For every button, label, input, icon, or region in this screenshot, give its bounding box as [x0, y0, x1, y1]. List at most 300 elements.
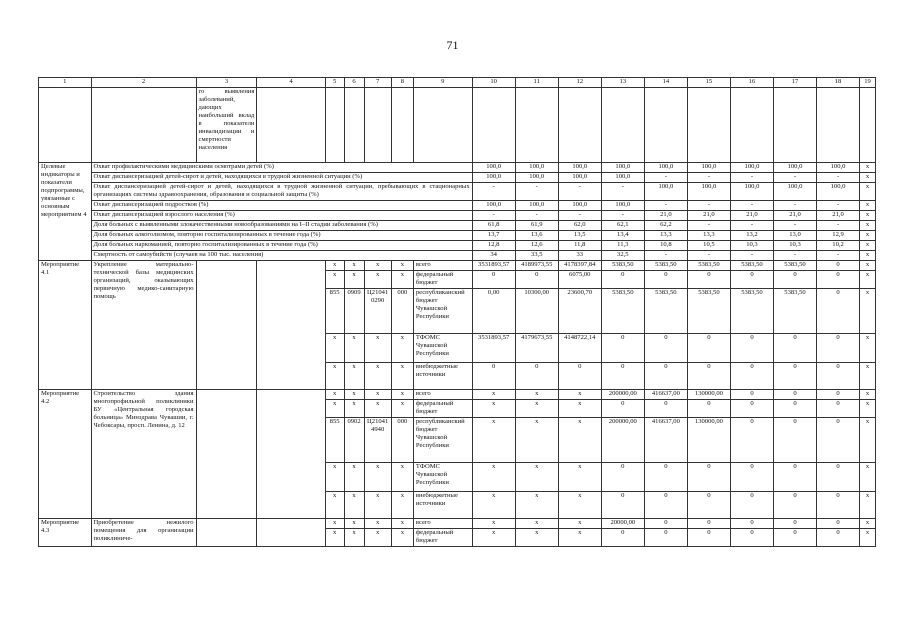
target-value: - [773, 221, 816, 231]
target-row [39, 231, 876, 241]
header-cell: 17 [773, 78, 816, 88]
target-value: 11,8 [558, 241, 601, 251]
funding-value: x [558, 400, 601, 418]
target-value: 100,0 [817, 183, 860, 201]
funding-value: x [472, 463, 515, 492]
funding-value: 5383,50 [687, 261, 730, 271]
funding-source: республиканский бюджет Чувашской Республики [413, 418, 472, 463]
target-value: - [730, 201, 773, 211]
funding-value: 4179673,55 [515, 334, 558, 363]
header-cell: 9 [413, 78, 472, 88]
target-x: x [860, 231, 876, 241]
target-value: - [558, 183, 601, 201]
funding-value: 0 [644, 363, 687, 390]
funding-value: x [515, 400, 558, 418]
budget-code: x [364, 400, 391, 418]
target-value: 100,0 [472, 163, 515, 173]
funding-value: 0 [730, 492, 773, 519]
funding-value: 0 [773, 529, 816, 547]
target-value: - [730, 221, 773, 231]
funding-value: 4178397,84 [558, 261, 601, 271]
measure-row [39, 519, 876, 529]
budget-code: x [325, 492, 344, 519]
target-row [39, 201, 876, 211]
target-value: 33 [558, 251, 601, 261]
funding-value: 0 [817, 400, 860, 418]
funding-value: 0 [817, 529, 860, 547]
funding-value: 0 [601, 400, 644, 418]
target-value: - [601, 183, 644, 201]
funding-source: федеральный бюджет [413, 271, 472, 289]
header-cell: 6 [344, 78, 364, 88]
budget-code: 000 [391, 289, 413, 334]
header-cell: 13 [601, 78, 644, 88]
target-value: 100,0 [773, 183, 816, 201]
header-cell: 11 [515, 78, 558, 88]
target-value: - [773, 173, 816, 183]
funding-value: 0 [773, 363, 816, 390]
target-value: 13,2 [730, 231, 773, 241]
header-cell: 10 [472, 78, 515, 88]
funding-value: 5383,50 [730, 289, 773, 334]
funding-source: всего [413, 390, 472, 400]
measure-name: Строительство здания многопрофильной поликлиники БУ «Центральная городская больница» Минздрава Чувашии, г. Чебоксары, просп. Ленина, д. 12 [91, 390, 196, 519]
funding-value: x [558, 519, 601, 529]
budget-code: 855 [325, 418, 344, 463]
target-value: 100,0 [558, 201, 601, 211]
target-value: 62,2 [644, 221, 687, 231]
target-value: 100,0 [515, 201, 558, 211]
funding-value: 0 [601, 492, 644, 519]
budget-code: x [344, 261, 364, 271]
funding-value: 0 [687, 519, 730, 529]
budget-code: x [344, 492, 364, 519]
target-value: 10,5 [687, 241, 730, 251]
funding-value: 0 [773, 519, 816, 529]
target-value: 13,7 [472, 231, 515, 241]
budget-code: x [364, 390, 391, 400]
budget-code: x [391, 400, 413, 418]
target-value: 100,0 [687, 163, 730, 173]
budget-code: x [344, 519, 364, 529]
target-value: 62,1 [601, 221, 644, 231]
budget-code: x [344, 363, 364, 390]
header-cell: 7 [364, 78, 391, 88]
target-value: 10,3 [773, 241, 816, 251]
budget-code: x [391, 529, 413, 547]
funding-value: 20000,00 [601, 519, 644, 529]
target-x: x [860, 241, 876, 251]
funding-value: 0 [730, 390, 773, 400]
header-cell: 3 [196, 78, 257, 88]
funding-value: x [558, 418, 601, 463]
budget-code: x [344, 529, 364, 547]
target-value: 13,3 [687, 231, 730, 241]
funding-value: 0 [817, 271, 860, 289]
funding-value: x [472, 390, 515, 400]
funding-value: x [472, 529, 515, 547]
budget-code: x [325, 363, 344, 390]
target-value: 21,0 [773, 211, 816, 221]
funding-value: 3531893,57 [472, 261, 515, 271]
target-value: 10,8 [644, 241, 687, 251]
measure-row [39, 390, 876, 400]
funding-value: 4189973,55 [515, 261, 558, 271]
target-value: 10,2 [817, 241, 860, 251]
budget-code: x [391, 492, 413, 519]
budget-code: x [391, 363, 413, 390]
target-value: 61,9 [515, 221, 558, 231]
budget-code: x [364, 519, 391, 529]
measure-label: Мероприятие 4.1 [39, 261, 92, 390]
target-x: x [860, 251, 876, 261]
funding-value: 0 [601, 363, 644, 390]
budget-code: x [364, 529, 391, 547]
budget-code: x [344, 463, 364, 492]
target-value: - [687, 201, 730, 211]
budget-code: x [325, 519, 344, 529]
funding-value: x [515, 463, 558, 492]
funding-value: 10300,00 [515, 289, 558, 334]
header-cell: 8 [391, 78, 413, 88]
target-value: - [472, 211, 515, 221]
funding-value: 200000,00 [601, 390, 644, 400]
funding-source: республиканский бюджет Чувашской Республики [413, 289, 472, 334]
funding-value: 0 [644, 334, 687, 363]
funding-value: 0 [730, 400, 773, 418]
measure-row [39, 261, 876, 271]
target-value: 100,0 [515, 163, 558, 173]
target-value: - [687, 251, 730, 261]
target-value: 62,0 [558, 221, 601, 231]
budget-code: x [325, 463, 344, 492]
budget-code: x [325, 400, 344, 418]
target-value: 34 [472, 251, 515, 261]
funding-source: всего [413, 261, 472, 271]
target-value: 100,0 [601, 163, 644, 173]
target-row [39, 183, 876, 201]
budget-code: x [364, 261, 391, 271]
target-value: 11,3 [601, 241, 644, 251]
target-value: 21,0 [687, 211, 730, 221]
target-value: 33,5 [515, 251, 558, 261]
target-value: 32,5 [601, 251, 644, 261]
program-table [38, 77, 876, 547]
target-value: - [817, 251, 860, 261]
target-value: - [773, 251, 816, 261]
target-value: 21,0 [817, 211, 860, 221]
budget-code: 855 [325, 289, 344, 334]
funding-value: 416637,00 [644, 390, 687, 400]
funding-value: 0 [687, 363, 730, 390]
budget-code: x [391, 390, 413, 400]
page-number: 71 [446, 38, 459, 52]
measure-name: Приобретение нежилого помещения для организации поликлиниче- [91, 519, 196, 547]
target-value: 100,0 [687, 183, 730, 201]
funding-value: x [515, 418, 558, 463]
funding-value: x [558, 390, 601, 400]
funding-source: внебюджетные источники [413, 363, 472, 390]
target-value: 13,3 [644, 231, 687, 241]
target-value: 13,4 [601, 231, 644, 241]
funding-value: 0 [730, 363, 773, 390]
funding-x: x [860, 519, 876, 529]
funding-value: 0 [601, 271, 644, 289]
funding-value: 0 [472, 363, 515, 390]
funding-x: x [860, 334, 876, 363]
target-value: 12,8 [472, 241, 515, 251]
budget-code: x [325, 261, 344, 271]
budget-code: x [364, 271, 391, 289]
budget-code: x [391, 519, 413, 529]
target-x: x [860, 173, 876, 183]
funding-value: 0 [817, 334, 860, 363]
budget-code: x [344, 334, 364, 363]
target-row [39, 211, 876, 221]
funding-value: 0 [644, 492, 687, 519]
funding-value: 0 [817, 492, 860, 519]
funding-value: 0 [687, 400, 730, 418]
funding-value: 416637,00 [644, 418, 687, 463]
funding-value: 5383,50 [644, 289, 687, 334]
target-x: x [860, 221, 876, 231]
target-value: 12,6 [515, 241, 558, 251]
budget-code: x [325, 271, 344, 289]
budget-code: x [344, 400, 364, 418]
target-name: Охват диспансеризацией взрослого населения (%) [91, 211, 472, 221]
target-value: - [472, 183, 515, 201]
target-row [39, 241, 876, 251]
header-row [39, 78, 876, 88]
target-name: Смертность от самоубийств (случаев на 100 тыс. населения) [91, 251, 472, 261]
funding-value: 3531893,57 [472, 334, 515, 363]
target-value: - [730, 173, 773, 183]
header-cell: 2 [91, 78, 196, 88]
target-value: 100,0 [515, 173, 558, 183]
funding-x: x [860, 400, 876, 418]
funding-value: 0 [687, 334, 730, 363]
target-value: - [817, 201, 860, 211]
target-value: - [558, 211, 601, 221]
budget-code: x [391, 463, 413, 492]
funding-value: 0 [515, 363, 558, 390]
budget-code: x [391, 334, 413, 363]
funding-value: 6075,00 [558, 271, 601, 289]
header-cell: 14 [644, 78, 687, 88]
funding-value: 23600,70 [558, 289, 601, 334]
funding-value: 0 [644, 519, 687, 529]
target-value: 13,6 [515, 231, 558, 241]
target-value: - [515, 183, 558, 201]
funding-source: всего [413, 519, 472, 529]
target-value: 13,5 [558, 231, 601, 241]
target-value: 100,0 [601, 173, 644, 183]
funding-value: 0 [773, 271, 816, 289]
target-value: 12,9 [817, 231, 860, 241]
funding-x: x [860, 492, 876, 519]
target-value: - [601, 211, 644, 221]
funding-value: 0 [730, 271, 773, 289]
header-cell: 18 [817, 78, 860, 88]
funding-value: 0 [644, 400, 687, 418]
funding-x: x [860, 289, 876, 334]
target-name: Охват профилактическими медицинскими осмотрами детей (%) [91, 163, 472, 173]
header-cell: 16 [730, 78, 773, 88]
budget-code: x [344, 271, 364, 289]
funding-source: ТФОМС Чувашской Республики [413, 463, 472, 492]
target-name: Охват диспансеризацией детей-сирот и детей, находящихся в трудной жизненной ситуации, пребывающих в стационарных организациях системы здравоохранения, образования и социальной защиты (%) [91, 183, 472, 201]
measure-name: Укрепление материально-технической базы медицинских организаций, оказывающих первичную медико-санитарную помощь [91, 261, 196, 390]
funding-value: 0 [773, 400, 816, 418]
funding-value: 0 [817, 363, 860, 390]
funding-value: x [472, 492, 515, 519]
funding-value: 0 [773, 418, 816, 463]
target-value: 100,0 [730, 183, 773, 201]
target-value: 13,0 [773, 231, 816, 241]
funding-x: x [860, 271, 876, 289]
target-value: 100,0 [472, 201, 515, 211]
funding-value: 0 [515, 271, 558, 289]
header-cell: 15 [687, 78, 730, 88]
funding-value: 0 [687, 463, 730, 492]
funding-value: 0 [687, 529, 730, 547]
funding-value: 0 [817, 418, 860, 463]
target-value: - [644, 251, 687, 261]
funding-value: 0 [730, 463, 773, 492]
budget-code: x [391, 271, 413, 289]
target-x: x [860, 201, 876, 211]
budget-code: 000 [391, 418, 413, 463]
funding-source: внебюджетные источники [413, 492, 472, 519]
target-name: Доля больных наркоманией, повторно госпитализированных в течение года (%) [91, 241, 472, 251]
target-row [39, 173, 876, 183]
funding-value: 0 [687, 492, 730, 519]
budget-code: x [325, 334, 344, 363]
budget-code: x [325, 529, 344, 547]
continuation-text: го выявления заболеваний, дающих наибольший вклад в показатели инвалидизации и смертности населения [196, 88, 257, 163]
funding-x: x [860, 261, 876, 271]
funding-value: 0 [601, 463, 644, 492]
target-value: 100,0 [773, 163, 816, 173]
budget-code: x [364, 363, 391, 390]
funding-value: 0 [730, 519, 773, 529]
funding-value: 130000,00 [687, 418, 730, 463]
header-cell: 5 [325, 78, 344, 88]
funding-value: 0 [773, 463, 816, 492]
budget-code: Ц210410290 [364, 289, 391, 334]
funding-value: 0 [644, 271, 687, 289]
funding-value: 130000,00 [687, 390, 730, 400]
header-cell: 19 [860, 78, 876, 88]
funding-value: x [472, 418, 515, 463]
funding-value: 5383,50 [601, 261, 644, 271]
targets-label: Целевые индикаторы и показатели подпрограммы, увязанные с основным мероприятием 4 [39, 163, 92, 261]
budget-code: x [325, 390, 344, 400]
funding-value: 0 [817, 463, 860, 492]
budget-code: x [364, 463, 391, 492]
measure-label: Мероприятие 4.3 [39, 519, 92, 547]
funding-value: 0 [472, 271, 515, 289]
target-value: - [687, 173, 730, 183]
target-row [39, 251, 876, 261]
target-value: - [817, 173, 860, 183]
funding-value: 0 [730, 418, 773, 463]
target-name: Доля больных алкоголизмом, повторно госпитализированных в течение года (%) [91, 231, 472, 241]
target-value: 100,0 [644, 183, 687, 201]
funding-x: x [860, 418, 876, 463]
funding-value: x [558, 492, 601, 519]
target-value: - [644, 201, 687, 211]
funding-value: 0 [558, 363, 601, 390]
target-value: 21,0 [644, 211, 687, 221]
target-value: - [773, 201, 816, 211]
funding-value: 0 [817, 390, 860, 400]
funding-value: 5383,50 [644, 261, 687, 271]
funding-value: 0 [644, 529, 687, 547]
measure-label: Мероприятие 4.2 [39, 390, 92, 519]
target-x: x [860, 183, 876, 201]
budget-code: x [344, 390, 364, 400]
continuation-row [39, 88, 876, 163]
target-name: Охват диспансеризацией детей-сирот и детей, находящихся в трудной жизненной ситуации (%) [91, 173, 472, 183]
funding-value: x [558, 529, 601, 547]
target-name: Доля больных с выявленными злокачественными новообразованиями на I–II стадии заболевания (%) [91, 221, 472, 231]
funding-value: 5383,50 [601, 289, 644, 334]
funding-value: 5383,50 [730, 261, 773, 271]
target-value: 21,0 [730, 211, 773, 221]
target-value: 100,0 [472, 173, 515, 183]
funding-x: x [860, 463, 876, 492]
budget-code: Ц210414940 [364, 418, 391, 463]
funding-source: ТФОМС Чувашской Республики [413, 334, 472, 363]
funding-value: x [515, 492, 558, 519]
funding-value: x [515, 519, 558, 529]
budget-code: x [364, 492, 391, 519]
funding-value: 0 [687, 271, 730, 289]
budget-code: 0902 [344, 418, 364, 463]
funding-value: 0 [773, 334, 816, 363]
funding-value: x [515, 390, 558, 400]
funding-value: 5383,50 [773, 261, 816, 271]
funding-x: x [860, 363, 876, 390]
target-value: - [515, 211, 558, 221]
target-value: 100,0 [558, 163, 601, 173]
funding-value: 5383,50 [687, 289, 730, 334]
target-value: 61,8 [472, 221, 515, 231]
funding-source: федеральный бюджет [413, 529, 472, 547]
funding-value: x [558, 463, 601, 492]
header-cell: 1 [39, 78, 92, 88]
funding-value: 0 [730, 529, 773, 547]
funding-value: 4148722,14 [558, 334, 601, 363]
header-cell: 12 [558, 78, 601, 88]
target-value: - [644, 173, 687, 183]
target-value: - [687, 221, 730, 231]
funding-value: 0 [773, 390, 816, 400]
funding-value: x [472, 519, 515, 529]
target-name: Охват диспансеризацией подростков (%) [91, 201, 472, 211]
target-value: 100,0 [558, 173, 601, 183]
funding-value: 0 [817, 519, 860, 529]
target-x: x [860, 211, 876, 221]
target-value: 10,3 [730, 241, 773, 251]
target-x: x [860, 163, 876, 173]
budget-code: x [364, 334, 391, 363]
funding-value: 0 [601, 529, 644, 547]
header-cell: 4 [257, 78, 325, 88]
funding-value: 200000,00 [601, 418, 644, 463]
target-value: - [730, 251, 773, 261]
